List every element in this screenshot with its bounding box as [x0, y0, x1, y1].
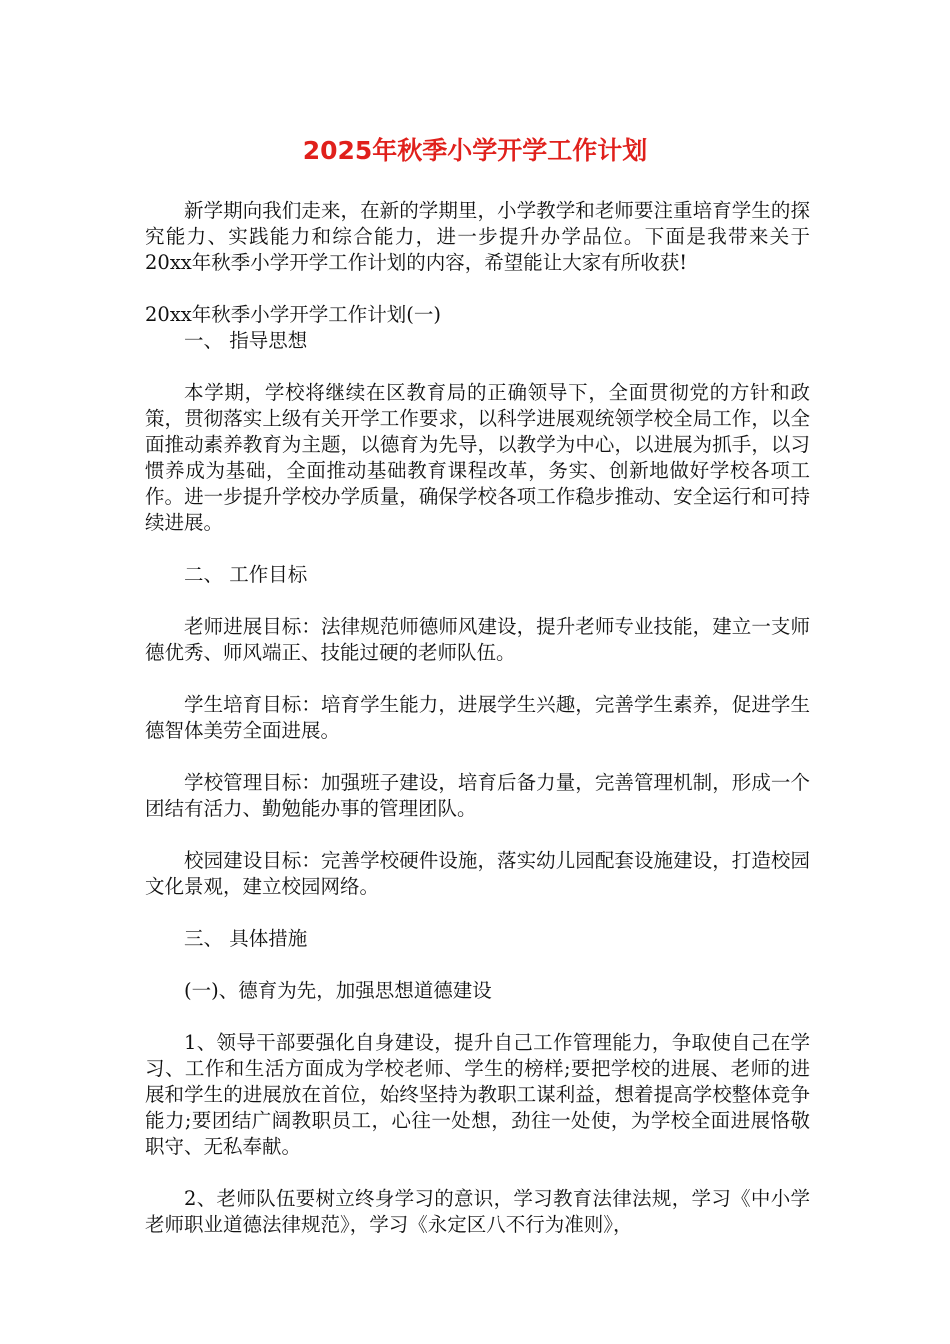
document-body: [145, 198, 810, 1238]
goal-student-paragraph: 学生培育目标：培育学生能力，进展学生兴趣，完善学生素养，促进学生德智体美劳全面进展。: [145, 693, 810, 742]
measure1-paragraph: 1、领导干部要强化自身建设，提升自己工作管理能力，争取使自己在学习、工作和生活方面成为学校老师、学生的榜样;要把学校的进展、老师的进展和学生的进展放在首位，始终坚持为教职工谋利益，想着提高学校整体竞争能力;要团结广阔教职员工，心往一处想，劲往一处使，为学校全面进展恪敬职守、无私奉献。: [145, 1031, 810, 1158]
plan-subtitle: 20xx年秋季小学开学工作计划(一): [145, 303, 442, 326]
section2-heading: 二、 工作目标: [184, 563, 308, 586]
subsection1-heading: (一)、德育为先，加强思想道德建设: [184, 979, 492, 1002]
goal-management-paragraph: 学校管理目标：加强班子建设，培育后备力量，完善管理机制，形成一个团结有活力、勤勉能办事的管理团队。: [145, 771, 810, 820]
goal-campus-paragraph: 校园建设目标：完善学校硬件设施，落实幼儿园配套设施建设，打造校园文化景观，建立校园网络。: [145, 849, 810, 898]
goal-teacher-paragraph: 老师进展目标：法律规范师德师风建设，提升老师专业技能，建立一支师德优秀、师风端正、技能过硬的老师队伍。: [145, 615, 810, 664]
document-title: 2025年秋季小学开学工作计划: [302, 136, 648, 165]
intro-paragraph: 新学期向我们走来，在新的学期里，小学教学和老师要注重培育学生的探究能力、实践能力和综合能力，进一步提升办学品位。下面是我带来关于20xx年秋季小学开学工作计划的内容，希望能让大家有所收获!: [145, 199, 810, 274]
section1-body: 本学期，学校将继续在区教育局的正确领导下，全面贯彻党的方针和政策，贯彻落实上级有关开学工作要求，以科学进展观统领学校全局工作，以全面推动素养教育为主题，以德育为先导，以教学为中心，以进展为抓手，以习惯养成为基础，全面推动基础教育课程改革，务实、创新地做好学校各项工作。进一步提升学校办学质量，确保学校各项工作稳步推动、安全运行和可持续进展。: [145, 381, 810, 534]
section1-heading: 一、 指导思想: [184, 329, 308, 352]
measure2-paragraph: 2、老师队伍要树立终身学习的意识，学习教育法律法规，学习《中小学老师职业道德法律规范》，学习《永定区八不行为准则》，: [145, 1187, 810, 1236]
section3-heading: 三、 具体措施: [184, 927, 308, 950]
